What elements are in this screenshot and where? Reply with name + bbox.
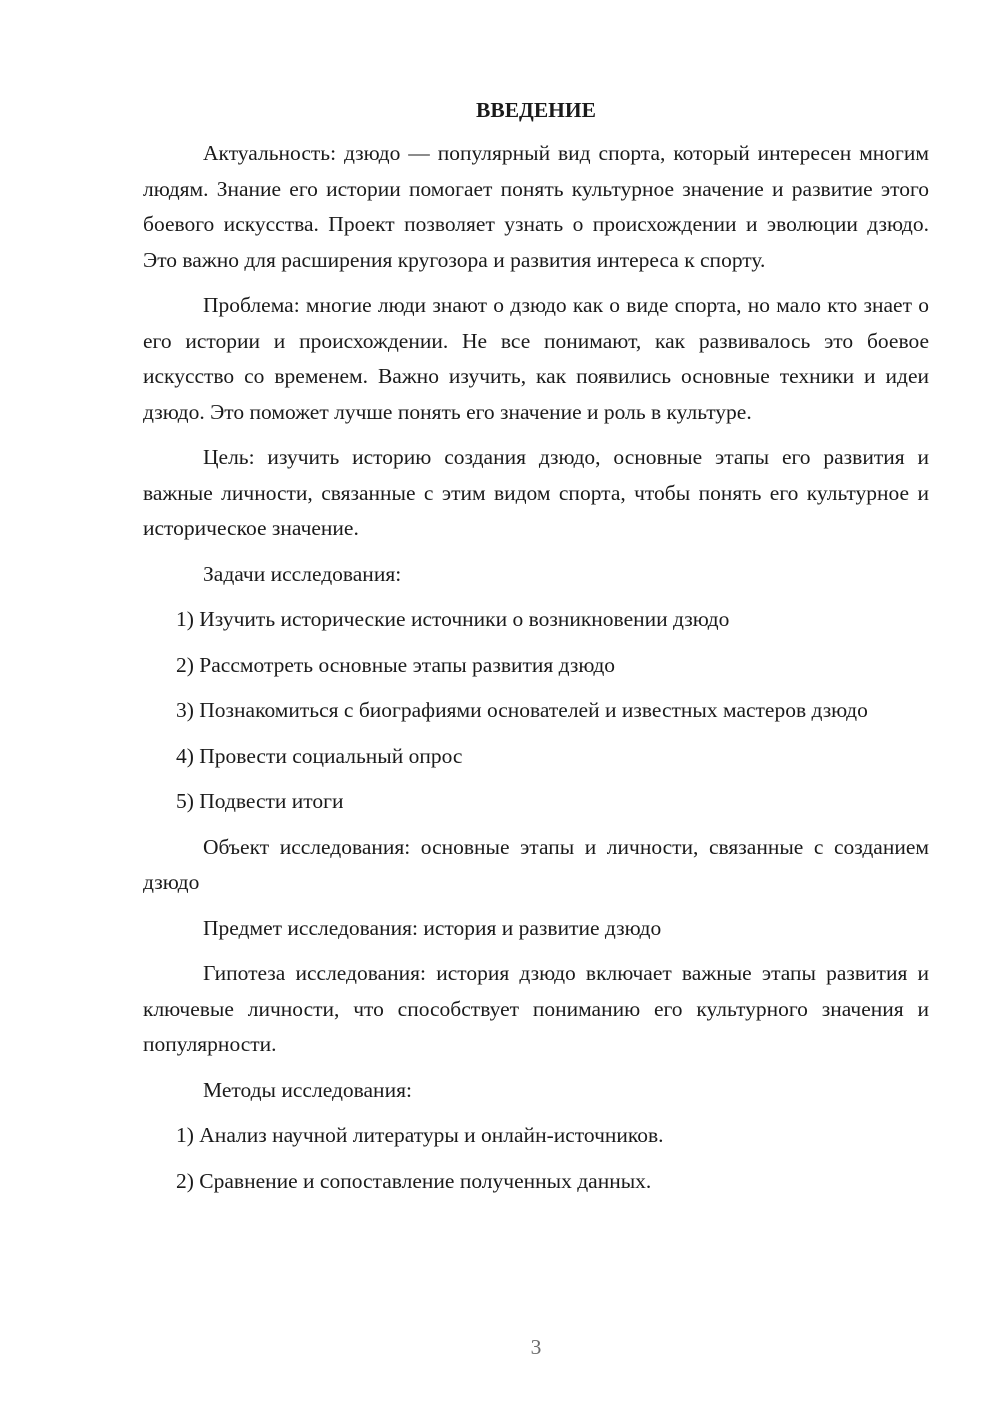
subject-paragraph: Предмет исследования: история и развитие дзюдо [203,915,662,940]
method-item-2: 2) Сравнение и сопоставление полученных данных. [176,1168,652,1193]
problem-paragraph: Проблема: многие люди знают о дзюдо как о виде спорта, но мало кто знает о его истории и происхождении. Не все понимают, как развивалось это боевое искусство со временем. Важно изучить, как появились основные техники и идеи дзюдо. Это поможет лучше понять его значение и роль в культуре. [143,293,929,424]
goal-paragraph: Цель: изучить историю создания дзюдо, основные этапы его развития и важные личности, связанные с этим видом спорта, чтобы понять его культурное и историческое значение. [143,445,929,540]
task-item-4: 4) Провести социальный опрос [176,743,463,768]
method-item-1: 1) Анализ научной литературы и онлайн-источников. [176,1123,664,1147]
page-number: 3 [530,1335,542,1359]
hypothesis-paragraph: Гипотеза исследования: история дзюдо включает важные этапы развития и ключевые личности, что способствует пониманию его культурного значения и популярности. [143,961,929,1056]
section-title: ВВЕДЕНИЕ [476,98,596,122]
task-item-1: 1) Изучить исторические источники о возникновении дзюдо [176,607,730,631]
methods-heading: Методы исследования: [203,1077,412,1102]
object-paragraph: Объект исследования: основные этапы и личности, связанные с созданием дзюдо [143,834,929,894]
task-item-2: 2) Рассмотреть основные этапы развития дзюдо [176,652,616,677]
relevance-paragraph: Актуальность: дзюдо — популярный вид спорта, который интересен многим людям. Знание его истории помогает понять культурное значение и развитие этого боевого искусства. Проект позволяет узнать о происхождении и эволюции дзюдо. Это важно для расширения кругозора и развития интереса к спорту. [143,141,929,272]
page-body [143,92,929,1209]
task-item-3: 3) Познакомиться с биографиями основателей и известных мастеров дзюдо [176,698,868,722]
tasks-heading: Задачи исследования: [203,561,402,586]
task-item-5: 5) Подвести итоги [176,789,344,813]
